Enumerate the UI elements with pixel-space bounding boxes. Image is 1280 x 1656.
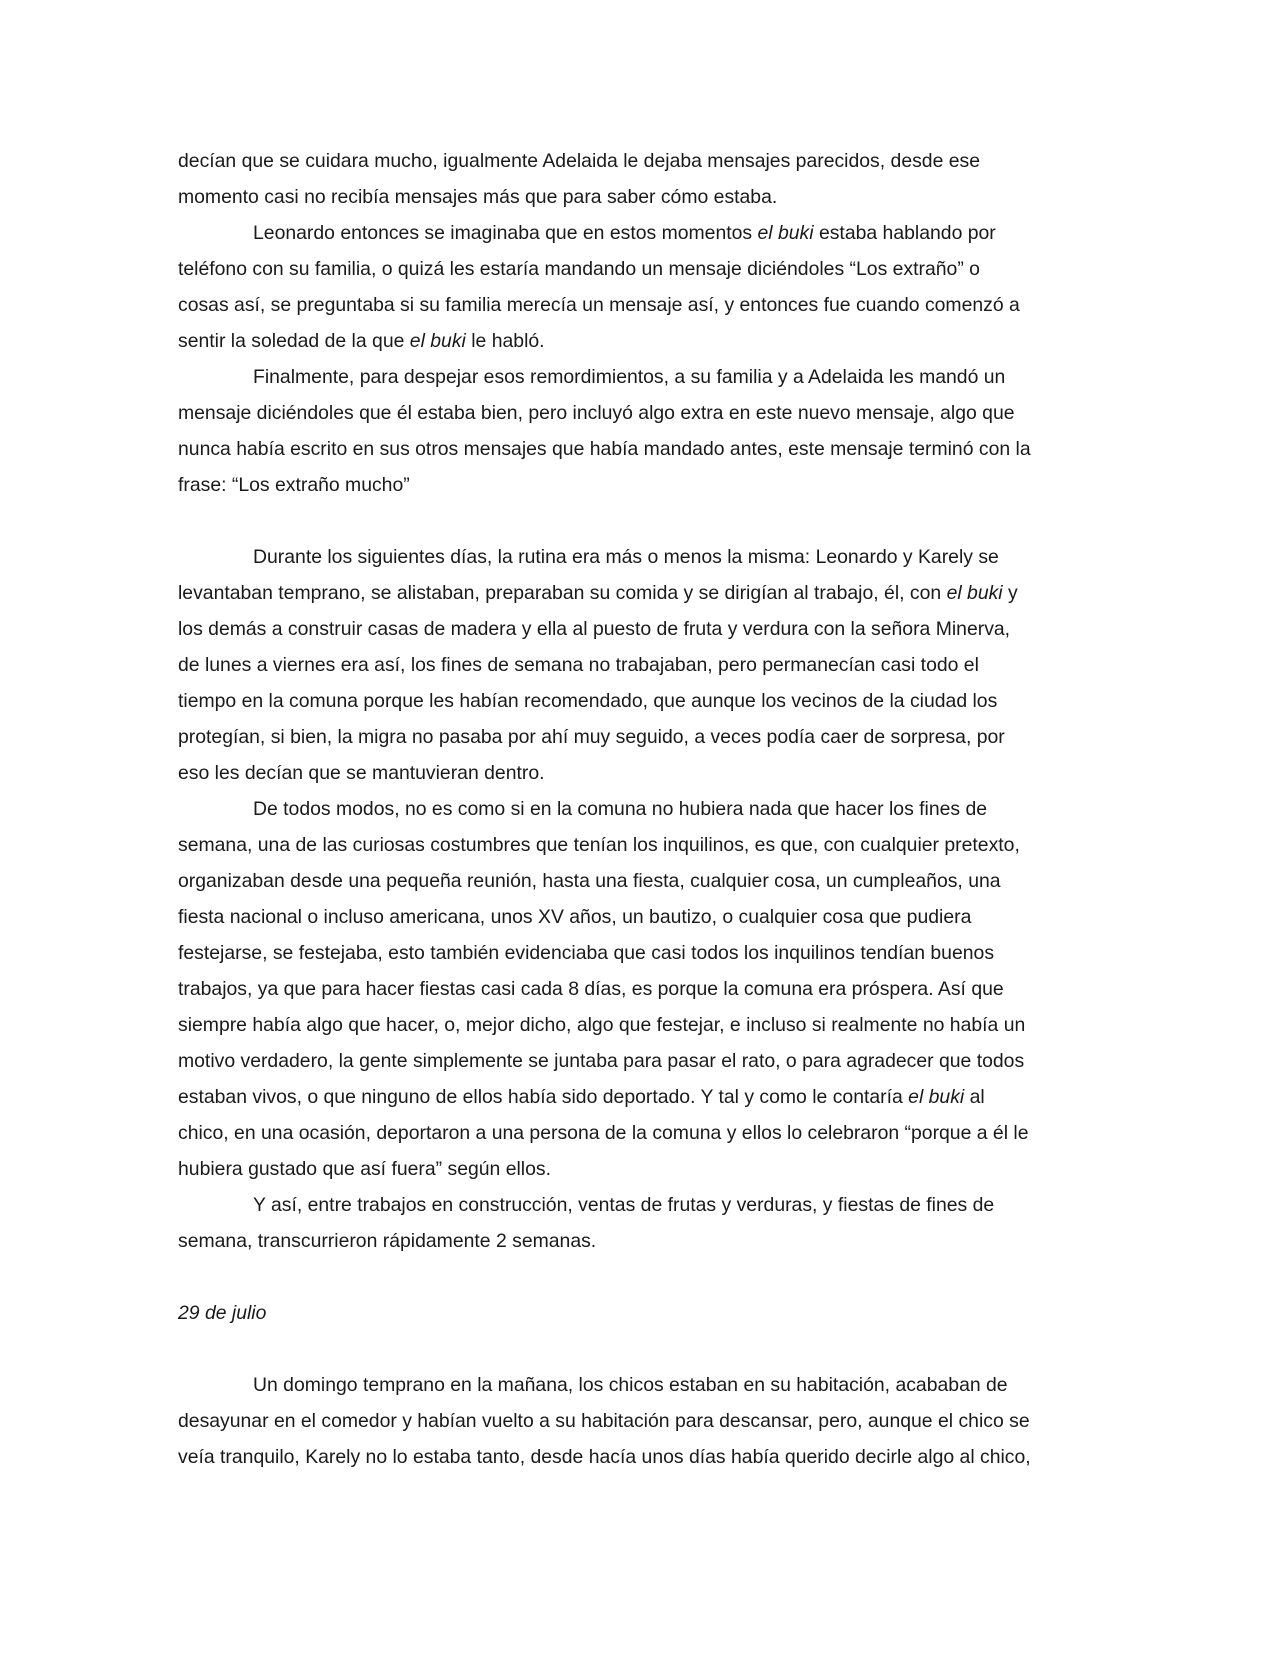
text-run: Y así, entre trabajos en construcción, ventas de frutas y verduras, y fiestas de fines de: [253, 1194, 995, 1216]
text-run: teléfono con su familia, o quizá les estaría mandando un mensaje diciéndoles “Los extraño” o: [178, 258, 980, 280]
text-run: organizaban desde una pequeña reunión, hasta una fiesta, cualquier cosa, un cumpleaños, una: [178, 870, 1001, 892]
italic-text: el buki: [409, 330, 466, 352]
text-run: de lunes a viernes era así, los fines de semana no trabajaban, pero permanecían casi todo el: [178, 654, 979, 676]
text-run: trabajos, ya que para hacer fiestas casi cada 8 días, es porque la comuna era próspera. Así que: [178, 978, 1004, 1000]
text-run: estaba hablando por: [813, 222, 996, 244]
text-run: siempre había algo que hacer, o, mejor dicho, algo que festejar, e incluso si realmente no había un: [178, 1014, 1026, 1036]
text-run: festejarse, se festejaba, esto también evidenciaba que casi todos los inquilinos tendían buenos: [178, 942, 995, 964]
paragraph: [178, 1187, 1098, 1259]
text-run: semana, transcurrieron rápidamente 2 semanas.: [178, 1230, 597, 1252]
italic-text: el buki: [757, 222, 814, 244]
text-run: frase: “Los extraño mucho”: [178, 474, 410, 496]
text-run: momento casi no recibía mensajes más que para saber cómo estaba.: [178, 186, 778, 208]
text-run: estaban vivos, o que ninguno de ellos había sido deportado. Y tal y como le contaría: [178, 1086, 909, 1108]
text-run: desayunar en el comedor y habían vuelto a su habitación para descansar, pero, aunque el chico se: [178, 1410, 1030, 1432]
text-run: veía tranquilo, Karely no lo estaba tanto, desde hacía unos días había querido decirle algo al chico,: [178, 1446, 1031, 1468]
paragraph: [178, 359, 1098, 503]
text-run: motivo verdadero, la gente simplemente se juntaba para pasar el rato, o para agradecer que todos: [178, 1050, 1025, 1072]
text-run: levantaban temprano, se alistaban, preparaban su comida y se dirigían al trabajo, él, con: [178, 582, 947, 604]
italic-text: el buki: [908, 1086, 965, 1108]
paragraph: [178, 1367, 1098, 1475]
text-run: mensaje diciéndoles que él estaba bien, pero incluyó algo extra en este nuevo mensaje, algo que: [178, 402, 1015, 424]
text-run: semana, una de las curiosas costumbres que tenían los inquilinos, es que, con cualquier pretexto,: [178, 834, 1020, 856]
text-run: Finalmente, para despejar esos remordimientos, a su familia y a Adelaida les mandó un: [253, 366, 1006, 388]
text-run: los demás a construir casas de madera y ella al puesto de fruta y verdura con la señora Minerva,: [178, 618, 1011, 640]
italic-text: el buki: [946, 582, 1003, 604]
text-run: al: [964, 1086, 985, 1108]
paragraph: [178, 215, 1098, 359]
text-run: Un domingo temprano en la mañana, los chicos estaban en su habitación, acababan de: [253, 1374, 1008, 1396]
text-run: cosas así, se preguntaba si su familia merecía un mensaje así, y entonces fue cuando comenzó a: [178, 294, 1020, 316]
blank-line: [178, 1331, 1098, 1367]
paragraph: [178, 791, 1098, 1187]
text-run: y: [1002, 582, 1018, 604]
paragraph: [178, 539, 1098, 791]
section-date: [178, 1295, 1098, 1331]
text-run: chico, en una ocasión, deportaron a una persona de la comuna y ellos lo celebraron “porque a él le: [178, 1122, 1029, 1144]
text-run: nunca había escrito en sus otros mensajes que había mandado antes, este mensaje terminó con la: [178, 438, 1031, 460]
body-text: [178, 143, 1098, 1475]
text-run: le habló.: [465, 330, 545, 352]
text-run: sentir la soledad de la que: [178, 330, 410, 352]
blank-line: [178, 1259, 1098, 1295]
text-run: fiesta nacional o incluso americana, unos XV años, un bautizo, o cualquier cosa que pudiera: [178, 906, 972, 928]
text-run: tiempo en la comuna porque les habían recomendado, que aunque los vecinos de la ciudad los: [178, 690, 998, 712]
blank-line: [178, 503, 1098, 539]
text-run: hubiera gustado que así fuera” según ellos.: [178, 1158, 551, 1180]
text-run: protegían, si bien, la migra no pasaba por ahí muy seguido, a veces podía caer de sorpresa, por: [178, 726, 1005, 748]
text-run: Leonardo entonces se imaginaba que en estos momentos: [253, 222, 758, 244]
text-run: decían que se cuidara mucho, igualmente Adelaida le dejaba mensajes parecidos, desde ese: [178, 150, 981, 172]
text-run: Durante los siguientes días, la rutina era más o menos la misma: Leonardo y Karely se: [253, 546, 999, 568]
text-run: eso les decían que se mantuvieran dentro.: [178, 762, 545, 784]
paragraph: [178, 143, 1098, 215]
text-run: De todos modos, no es como si en la comuna no hubiera nada que hacer los fines de: [253, 798, 988, 820]
italic-text: 29 de julio: [178, 1302, 267, 1324]
